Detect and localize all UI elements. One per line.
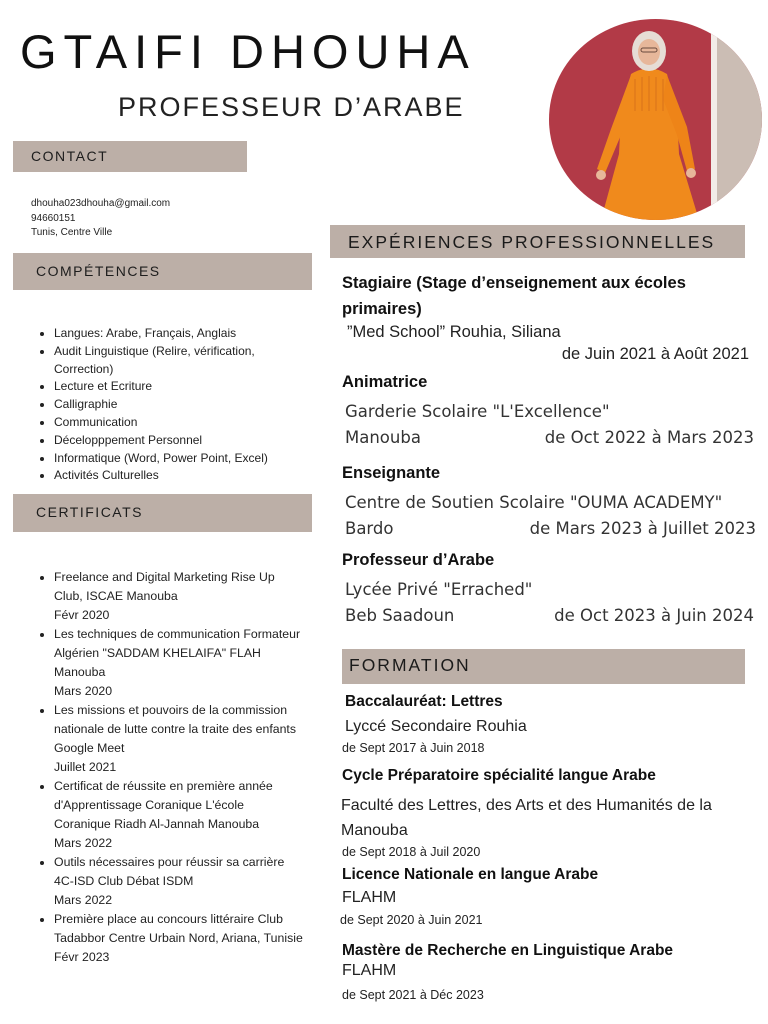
education-heading-bar [342,649,745,684]
resume-role: PROFESSEUR D’ARABE [118,92,465,122]
job-place: Centre de Soutien Scolaire "OUMA ACADEMY" [345,493,723,512]
profile-photo [549,19,762,220]
certificate-item [54,568,304,625]
education-dates: de Sept 2017 à Juin 2018 [342,741,485,755]
education-school: FLAHM [342,889,397,906]
resume-name: GTAIFI DHOUHA [20,25,476,78]
experience-heading-bar [330,225,745,258]
job-title: Animatrice [342,373,428,391]
education-title: Licence Nationale en langue Arabe [342,866,599,883]
education-title: Baccalauréat: Lettres [345,693,503,710]
certificate-line: • Freelance and Digital Marketing Rise Up Club, ISCAE Manouba [54,570,275,603]
education-title: Cycle Préparatoire spécialité langue Arabe [342,767,656,784]
contact-heading: CONTACT [31,148,109,164]
skill-item: • Lecture et Ecriture [54,378,302,396]
skills-heading: COMPÉTENCES [36,263,161,279]
education-dates: de Sept 2018 à Juil 2020 [342,845,481,859]
education-dates: de Sept 2020 à Juin 2021 [340,913,483,927]
skills-list [32,325,302,485]
education-school: FLAHM [342,962,397,979]
education-dates: de Sept 2021 à Déc 2023 [342,988,484,1002]
certificates-heading: CERTIFICATS [36,504,143,520]
skill-item: • Calligraphie [54,396,302,414]
job-item [342,270,752,364]
job-dates: de Juin 2021 à Août 2021 [561,345,749,363]
certificate-line: Google Meet [54,741,125,755]
job-dates: de Oct 2023 à Juin 2024 [554,606,754,625]
certificate-item [54,701,304,777]
job-city: Bardo [345,519,394,538]
job-city: Beb Saadoun [345,606,455,625]
job-dates: de Mars 2023 à Juillet 2023 [529,519,756,538]
certificate-item [54,777,304,853]
skill-item: • Langues: Arabe, Français, Anglais [54,325,302,343]
certificate-item [54,625,304,701]
certificate-date: Févr 2023 [54,950,110,964]
skill-item: • Décelopppement Personnel [54,432,302,450]
contact-details [31,197,170,241]
certificate-line: • Certificat de réussite en première année d'Apprentissage Coranique L'école Coranique Riadh Al-Jannah Manouba [54,779,273,831]
job-place: Garderie Scolaire "L'Excellence" [345,402,610,421]
certificate-date: Mars 2020 [54,684,113,698]
certificate-line: • Première place au concours littéraire Club Tadabbor Centre Urbain Nord, Ariana, Tunisie [54,912,303,945]
certificate-item [54,910,304,967]
job-place: ”Med School” Rouhia, Siliana [347,323,561,341]
job-title: Stagiaire (Stage d’enseignement aux écoles primaires) [342,274,686,318]
job-dates: de Oct 2022 à Mars 2023 [544,428,754,447]
skill-item: • Informatique (Word, Power Point, Excel) [54,450,302,468]
education-school: Lyccé Secondaire Rouhia [345,718,527,735]
skill-item: • Activités Culturelles [54,467,302,485]
certificates-heading-bar [13,494,312,532]
education-heading: FORMATION [349,655,471,675]
job-place: Lycée Privé "Errached" [345,580,533,599]
certificate-line: • Les missions et pouvoirs de la commission nationale de lutte contre la traite des enfants [54,703,296,736]
certificate-line: • Outils nécessaires pour réussir sa carrière 4C-ISD Club Débat ISDM [54,855,285,888]
skills-heading-bar [13,253,312,290]
education-title: Mastère de Recherche en Linguistique Arabe [342,942,674,959]
contact-address: Tunis, Centre Ville [31,227,113,238]
certificate-date: Févr 2020 [54,608,110,622]
experience-heading: EXPÉRIENCES PROFESSIONNELLES [348,232,716,252]
skill-item: • Communication [54,414,302,432]
certificate-date: Juillet 2021 [54,760,117,774]
certificate-date: Mars 2022 [54,836,113,850]
certificates-list [32,568,304,967]
contact-phone[interactable]: 94660151 [31,212,76,224]
job-title: Professeur d’Arabe [342,551,495,569]
skill-item: • Audit Linguistique (Relire, vérification, Correction) [54,343,302,379]
profile-photo-illustration [549,19,762,220]
certificate-line: • Les techniques de communication Formateur Algérien "SADDAM KHELAIFA" FLAH Manouba [54,627,301,679]
job-city: Manouba [345,428,421,447]
contact-email[interactable]: dhouha023dhouha@gmail.com [31,198,171,209]
education-school: Faculté des Lettres, des Arts et des Humanités de la Manouba [341,797,712,839]
job-title: Enseignante [342,464,441,482]
contact-heading-bar [13,141,247,172]
certificate-item [54,853,304,910]
certificate-date: Mars 2022 [54,893,113,907]
